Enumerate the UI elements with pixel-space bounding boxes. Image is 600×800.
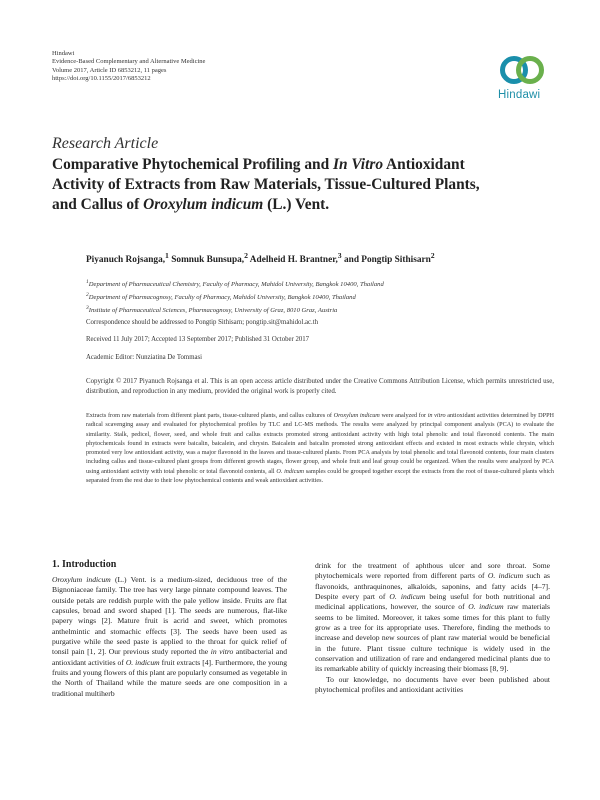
journal-name: Evidence-Based Complementary and Alternative Medicine: [52, 58, 206, 66]
paper-title: Comparative Phytochemical Profiling and In Vitro Antioxidant Activity of Extracts from Raw Materials, Tissue-Cultured Plants, and Callus of Oroxylum indicum (L.) Vent.: [52, 156, 480, 213]
hindawi-logo-word: Hindawi: [498, 89, 541, 101]
affiliation: $^1$Department of Pharmaceutical Chemistry, Faculty of Pharmacy, Mahidol University, Bangkok 10400, Thailand: [86, 279, 384, 289]
author-list: Piyanuch Rojsanga,$^1$ Somnuk Bunsupa,$^2$ Adelheid H. Brantner,$^3$ and Pongtip Sithisarn$^2$: [86, 251, 435, 266]
copyright-notice: Copyright © 2017 Piyanuch Rojsanga et al. This is an open access article distributed under the Creative Commons Attribution License, which permits unrestricted use, distribution, and reproduction in any medium, provided the original work is properly cited.: [86, 378, 554, 395]
body-column-right: drink for the treatment of aphthous ulcer and sore throat. Some phytochemicals were reported from different parts of O. indicum such as flavonoids, anthraquinones, alkaloids, saponins, and fatty acids [4–7]. Despite every part of O. indicum being useful for both nutritional and medicinal applications, however, the source of O. indicum raw materials seems to be limited. Moreover, it takes some times for this plant to fully grow as a tree for its appropriate uses. Therefore, finding the methods to increase and develop new sources of plant raw material would be beneficial in the future. Plant tissue culture technique is widely used in the conservation and utilization of rare and endangered medicinal plants due to its remarkable ability of quickly increasing their biomass [8, 9]. To our knowledge, no documents have ever been published about phytochemical profiles and antioxidant activities: [315, 561, 551, 695]
affiliation: $^2$Department of Pharmacognosy, Faculty of Pharmacy, Mahidol University, Bangkok 10400, Thailand: [86, 292, 356, 302]
affiliation: $^3$Institute of Pharmaceutical Sciences, Pharmacognosy, University of Graz, 8010 Graz, Austria: [86, 305, 338, 315]
publication-dates: Received 11 July 2017; Accepted 13 September 2017; Published 31 October 2017: [86, 336, 310, 343]
article-type: Research Article: [52, 135, 159, 152]
journal-header: [52, 50, 205, 83]
doi-link[interactable]: https://doi.org/10.1155/2017/6853212: [52, 74, 151, 82]
volume-info: Volume 2017, Article ID 6853212, 11 pages: [52, 66, 167, 74]
body-column-left: Oroxylum indicum (L.) Vent. is a medium-sized, deciduous tree of the Bignoniaceae family. The tree has very large pinnate compound leaves. The outside petals are reddish purple with the pale yellow inside. Fruits are flat capsules, broad and sword shaped [1]. The seeds are numerous, flat-like papery wings [2]. Mature fruit is acrid and sweet, which promotes anthelmintic and stomachic effects [3]. The seeds have been used as purgative while the seed paste is applied to the throat for quick relief of tonsil pain [1, 2]. Our previous study reported the in vitro antibacterial and antioxidant activities of O. indicum fruit extracts [4]. Furthermore, the young fruits and young flowers of this plant are popularly consumed as vegetable in the North of Thailand while the mature seeds are one composition in a traditional multiherb: [52, 575, 288, 698]
affiliations: [86, 277, 384, 317]
correspondence: Correspondence should be addressed to Pongtip Sithisarn; pongtip.sit@mahidol.ac.th: [86, 319, 319, 326]
hindawi-logo-icon: [491, 50, 553, 110]
author: and Pongtip Sithisarn: [341, 255, 431, 266]
author: Piyanuch Rojsanga,: [86, 255, 166, 266]
publisher-name: Hindawi: [52, 50, 75, 57]
section-heading: 1. Introduction: [52, 559, 117, 570]
abstract: Extracts from raw materials from different plant parts, tissue-cultured plants, and callus cultures of Oroxylum indicum were analyzed for in vitro antioxidant activities determined by DPPH radical scavenging assay and evaluated for phytochemical profiles by TLC and LC-MS methods. The results were analyzed by principal component analysis (PCA) to evaluate the similarity. Stalk, pedicel, flower, seed, and whole fruit and callus extracts promoted strong antioxidant activity with high total phenolic and total flavonoid contents. The main phytochemicals found in extracts were baicalin, baicalein, and chrysin. Baicalein and baicalin promoted strong antioxidant effects and existed in most extracts while chrysin, which promoted very low antioxidant activity, was a major flavonoid in the leaves and tissue-cultured plants. From PCA analysis by total phenolic and total flavonoid contents, four main clusters including callus and tissue-cultured plant groups from different growth stages, flower group, and whole fruit and leaf group could be organized. When the results were analyzed by PCA using antioxidant activity with total phenolic or total flavonoid contents, all O. indicum samples could be grouped together except the extracts from the root of tissue-cultured plants which separated from the rest due to their low phytochemical contents and weak antioxidant activities.: [86, 412, 555, 485]
author: Adelheid H. Brantner,: [248, 255, 338, 266]
author: Somnuk Bunsupa,: [168, 255, 245, 266]
academic-editor: Academic Editor: Nunziatina De Tommasi: [86, 354, 203, 361]
